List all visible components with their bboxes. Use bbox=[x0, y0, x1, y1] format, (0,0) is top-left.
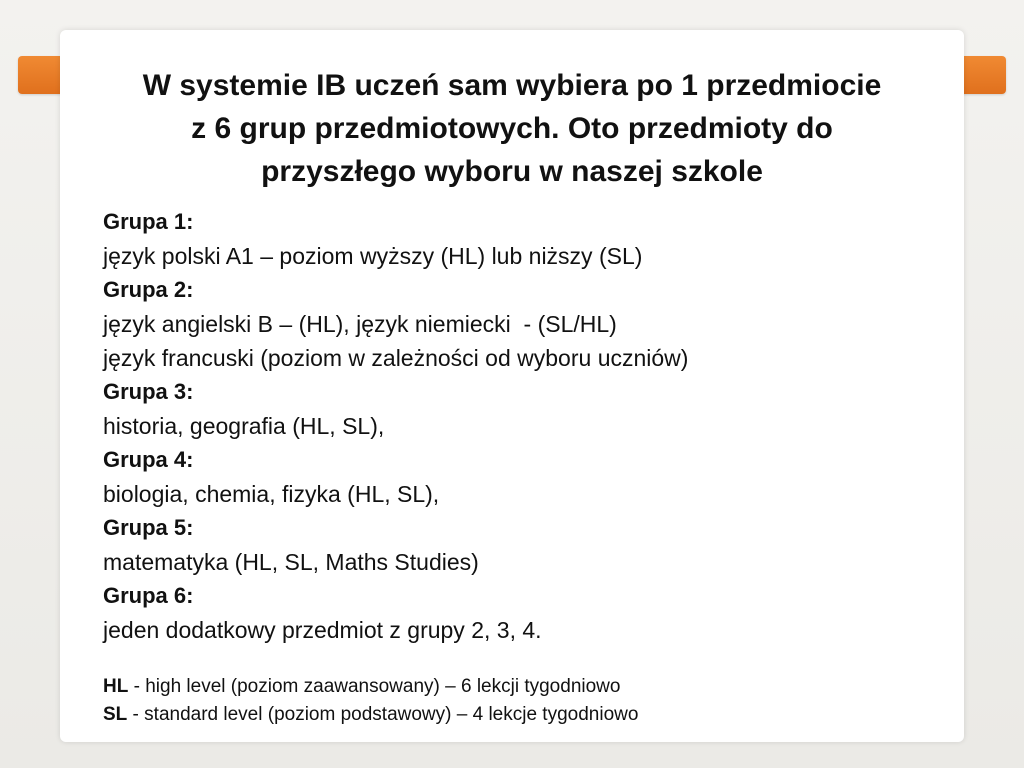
group-item bbox=[103, 579, 943, 647]
group-subjects: język polski A1 – poziom wyższy (HL) lub niższy (SL) bbox=[103, 243, 643, 269]
legend-row-sl bbox=[103, 701, 943, 729]
group-heading: Grupa 4: bbox=[103, 447, 194, 472]
group-subjects: matematyka (HL, SL, Maths Studies) bbox=[103, 549, 479, 575]
legend-term: HL bbox=[103, 676, 129, 697]
title-line: przyszłego wyboru w naszej szkole bbox=[261, 155, 763, 188]
level-legend bbox=[103, 673, 943, 729]
legend-description: - standard level (poziom podstawowy) – 4 lekcje tygodniowo bbox=[127, 704, 639, 725]
title-line: z 6 grup przedmiotowych. Oto przedmioty do bbox=[191, 112, 833, 145]
group-item bbox=[103, 205, 943, 273]
legend-term: SL bbox=[103, 704, 128, 725]
legend-row-hl bbox=[103, 673, 943, 701]
group-heading: Grupa 2: bbox=[103, 277, 194, 302]
slide-title bbox=[60, 64, 964, 193]
group-heading: Grupa 1: bbox=[103, 209, 194, 234]
group-subjects: biologia, chemia, fizyka (HL, SL), bbox=[103, 481, 440, 507]
group-item bbox=[103, 443, 943, 511]
group-item bbox=[103, 375, 943, 443]
group-subjects: język angielski B – (HL), język niemiecki - (SL/HL) bbox=[103, 311, 617, 337]
group-heading: Grupa 6: bbox=[103, 583, 194, 608]
subject-groups-list bbox=[103, 205, 943, 647]
group-subjects: historia, geografia (HL, SL), bbox=[103, 413, 385, 439]
title-line: W systemie IB uczeń sam wybiera po 1 przedmiocie bbox=[142, 69, 882, 102]
legend-description: - high level (poziom zaawansowany) – 6 lekcji tygodniowo bbox=[128, 676, 621, 697]
group-heading: Grupa 5: bbox=[103, 515, 194, 540]
group-item bbox=[103, 273, 943, 375]
content-card bbox=[60, 30, 964, 742]
group-heading: Grupa 3: bbox=[103, 379, 194, 404]
group-subjects: jeden dodatkowy przedmiot z grupy 2, 3, 4. bbox=[103, 617, 542, 643]
group-item bbox=[103, 511, 943, 579]
group-subjects: język francuski (poziom w zależności od wyboru uczniów) bbox=[103, 345, 689, 371]
